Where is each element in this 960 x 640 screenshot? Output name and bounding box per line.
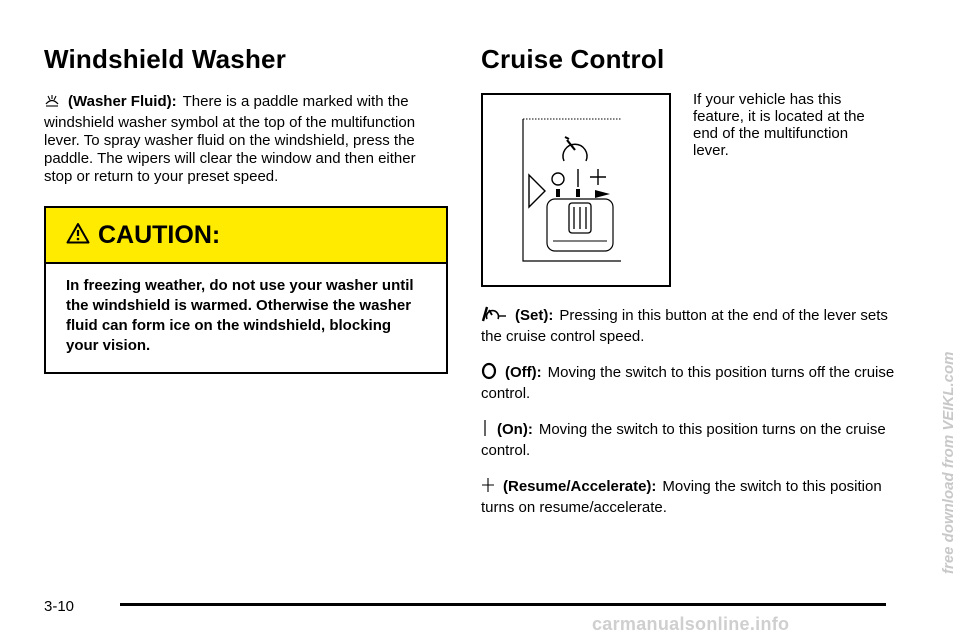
cruise-on-item [481, 419, 901, 460]
cruise-resume-text: Moving the switch to this position turns on resume/accelerate. [481, 478, 882, 516]
cruise-resume-item [481, 476, 901, 517]
figure-caption: If your vehicle has this feature, it is located at the end of the multifunction lever. [693, 91, 865, 159]
cruise-resume-term: (Resume/Accelerate): [503, 478, 657, 495]
caution-text: In freezing weather, do not use your washer until the windshield is warmed. Otherwise the washer fluid can form ice on the windshield, blocking your vision. [66, 277, 414, 354]
cruise-set-term: (Set): [515, 307, 554, 324]
caution-box [44, 206, 448, 374]
cruise-off-term: (Off): [505, 364, 542, 381]
cruise-off-icon [481, 362, 497, 385]
cruise-on-text: Moving the switch to this position turns on the cruise control. [481, 421, 886, 459]
cruise-resume-icon [481, 476, 495, 499]
section-heading-washer: Windshield Washer [44, 44, 287, 74]
cruise-on-term: (On): [497, 421, 533, 438]
footer-site-watermark: carmanualsonline.info [592, 614, 790, 634]
cruise-set-item [481, 305, 901, 346]
washer-fluid-paragraph [44, 93, 448, 186]
cruise-control-section [481, 40, 901, 517]
cruise-off-item [481, 362, 901, 403]
cruise-speedometer-symbol [563, 137, 587, 161]
washer-fluid-icon [44, 93, 60, 114]
washer-fluid-text: There is a paddle marked with the windshield washer symbol at the top of the multifunction lever. To spray washer fluid on the windshield, press the paddle. The wipers will clear the window and then either stop or return to your preset speed. [44, 93, 416, 185]
section-heading-cruise: Cruise Control [481, 44, 665, 74]
figure-row [481, 93, 901, 287]
cruise-on-icon [481, 419, 489, 442]
warning-triangle-icon [66, 222, 90, 249]
caution-title: CAUTION: [98, 220, 221, 249]
cruise-set-text: Pressing in this button at the end of the lever sets the cruise control speed. [481, 307, 888, 345]
windshield-washer-section [44, 40, 448, 374]
lever-drawing [483, 95, 669, 285]
washer-fluid-term: (Washer Fluid): [68, 93, 177, 110]
footer-rule [120, 603, 886, 606]
cruise-off-text: Moving the switch to this position turns off the cruise control. [481, 364, 895, 402]
side-watermark: free download from VEIKL.com [940, 351, 957, 574]
page-number: 3-10 [44, 598, 75, 615]
caution-header [46, 208, 446, 264]
cruise-lever-illustration [481, 93, 671, 287]
cruise-set-icon [481, 305, 507, 328]
